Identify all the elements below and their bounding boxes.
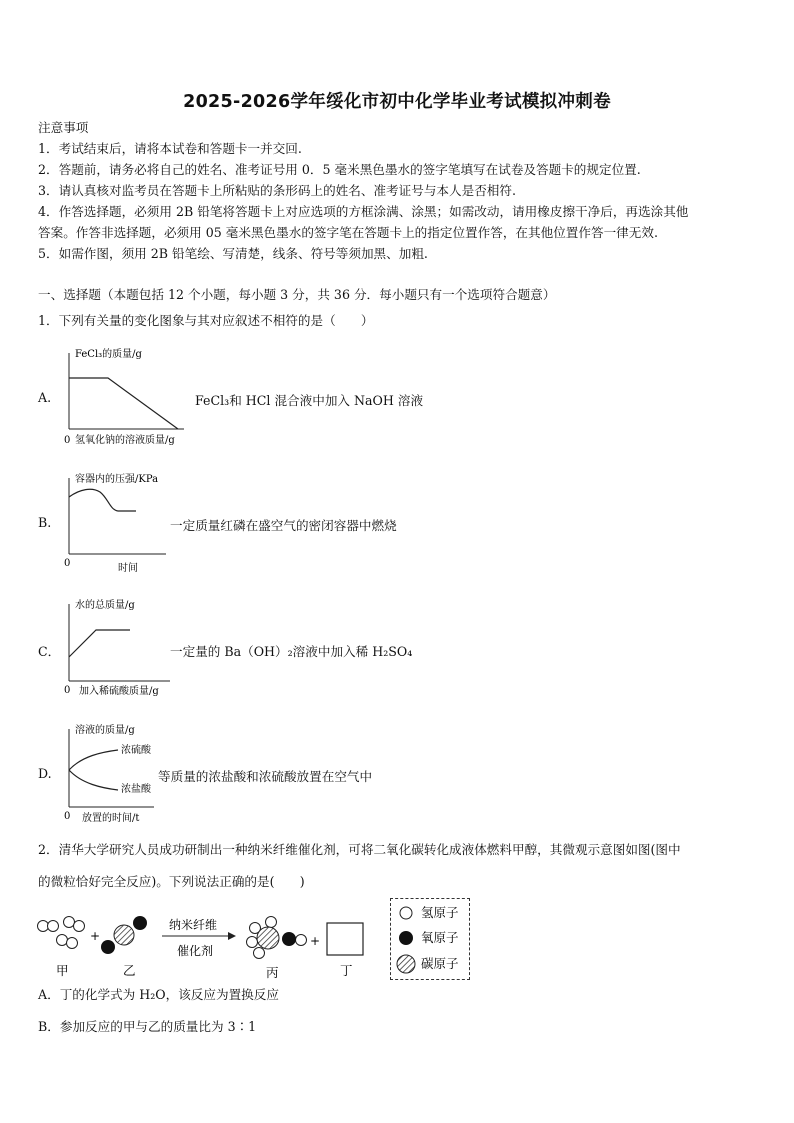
notice-item: 3．请认真核对监考员在答题卡上所粘贴的条形码上的姓名、准考证号与本人是否相符. <box>38 183 516 198</box>
question-2-option-b: B．参加反应的甲与乙的质量比为 3∶1 <box>38 1019 257 1034</box>
label-jia: 甲 <box>56 963 69 978</box>
graph-a-ylabel: FeCl₃的质量/g <box>75 349 142 360</box>
graph-d <box>58 720 168 828</box>
notice-item: 1．考试结束后，请将本试卷和答题卡一并交回. <box>38 141 302 156</box>
legend-oxygen-label: 氧原子 <box>421 930 459 945</box>
graph-a <box>58 345 208 450</box>
option-a-description: FeCl₃和 HCl 混合液中加入 NaOH 溶液 <box>195 393 424 408</box>
page-title: 2025-2026学年绥化市初中化学毕业考试模拟冲刺卷 <box>183 92 611 112</box>
question-2-stem-line1: 2．清华大学研究人员成功研制出一种纳米纤维催化剂，可将二氧化碳转化成液体燃料甲醇，其微观示意图如图(图中 <box>38 842 681 857</box>
graph-d-curve-lower <box>69 770 118 790</box>
graph-c <box>58 595 188 700</box>
graph-a-origin: 0 <box>64 435 71 446</box>
catalyst-top-text: 纳米纤维 <box>169 918 218 932</box>
option-b-description: 一定质量红磷在盛空气的密闭容器中燃烧 <box>170 518 397 533</box>
graph-b-xlabel: 时间 <box>118 563 138 574</box>
graph-c-ylabel: 水的总质量/g <box>75 600 135 611</box>
notice-item: 4．作答选择题，必须用 2B 铅笔将答题卡上对应选项的方框涂满、涂黑；如需改动，请用橡皮擦干净后，再选涂其他 <box>38 204 689 219</box>
plus-sign: + <box>90 929 101 943</box>
legend-icons <box>391 899 469 979</box>
label-yi: 乙 <box>123 963 136 978</box>
option-letter-d: D. <box>38 766 52 781</box>
question-2-stem-line2: 的微粒恰好完全反应)。下列说法正确的是( ) <box>38 874 305 889</box>
option-d-description: 等质量的浓盐酸和浓硫酸放置在空气中 <box>158 769 373 784</box>
graph-b <box>58 470 178 575</box>
graph-c-curve <box>69 630 130 657</box>
graph-d-xlabel: 放置的时间/t <box>82 813 140 824</box>
graph-b-ylabel: 容器内的压强/KPa <box>75 474 159 485</box>
catalyst-bottom-text: 催化剂 <box>177 944 214 958</box>
option-letter-c: C． <box>38 644 61 659</box>
label-bing: 丙 <box>266 965 279 980</box>
graph-a-xlabel: 氢氧化钠的溶液质量/g <box>75 435 175 446</box>
atom-legend <box>390 898 470 980</box>
graph-c-xlabel: 加入稀硫酸质量/g <box>79 686 159 697</box>
notice-item: 5．如需作图，须用 2B 铅笔绘、写清楚，线条、符号等须加黑、加粗. <box>38 246 428 261</box>
graph-b-origin: 0 <box>64 558 71 569</box>
graph-d-label-upper: 浓硫酸 <box>121 745 151 756</box>
option-c-description: 一定量的 Ba（OH）₂溶液中加入稀 H₂SO₄ <box>170 644 413 659</box>
legend-hydrogen-label: 氢原子 <box>421 905 459 920</box>
carbon-atom-icon <box>397 955 415 973</box>
graph-d-curve-upper <box>69 750 118 770</box>
reactant-jia-molecules <box>38 917 85 949</box>
oxygen-atom-icon <box>399 931 413 945</box>
graph-c-origin: 0 <box>64 685 71 696</box>
reactant-yi-molecule <box>101 916 147 954</box>
option-letter-a: A. <box>38 390 52 405</box>
section-heading: 一、选择题（本题包括 12 个小题，每小题 3 分，共 36 分．每小题只有一个选项符合题意） <box>38 287 556 302</box>
reaction-diagram <box>30 905 410 983</box>
option-letter-b: B. <box>38 515 52 530</box>
question-2-option-a: A．丁的化学式为 H₂O，该反应为置换反应 <box>38 987 279 1002</box>
legend-carbon-label: 碳原子 <box>421 956 459 971</box>
notice-item: 答案。作答非选择题，必须用 05 毫米黑色墨水的签字笔在答题卡上的指定位置作答，在其他位置作答一律无效. <box>38 225 658 240</box>
hydrogen-atom-icon <box>400 907 412 919</box>
notice-heading: 注意事项 <box>38 120 89 135</box>
product-ding-box <box>327 923 363 955</box>
label-ding: 丁 <box>340 963 353 978</box>
question-1-stem: 1．下列有关量的变化图象与其对应叙述不相符的是（ ） <box>38 313 374 328</box>
product-bing-molecule <box>247 917 307 959</box>
graph-d-ylabel: 溶液的质量/g <box>75 725 135 736</box>
graph-b-curve <box>69 489 136 511</box>
notice-item: 2．答题前，请务必将自己的姓名、准考证号用 0．5 毫米黑色墨水的签字笔填写在试卷及答题卡的规定位置. <box>38 162 641 177</box>
graph-a-curve <box>69 378 178 429</box>
plus-sign: + <box>310 934 321 948</box>
graph-d-label-lower: 浓盐酸 <box>121 784 151 795</box>
graph-d-origin: 0 <box>64 811 71 822</box>
